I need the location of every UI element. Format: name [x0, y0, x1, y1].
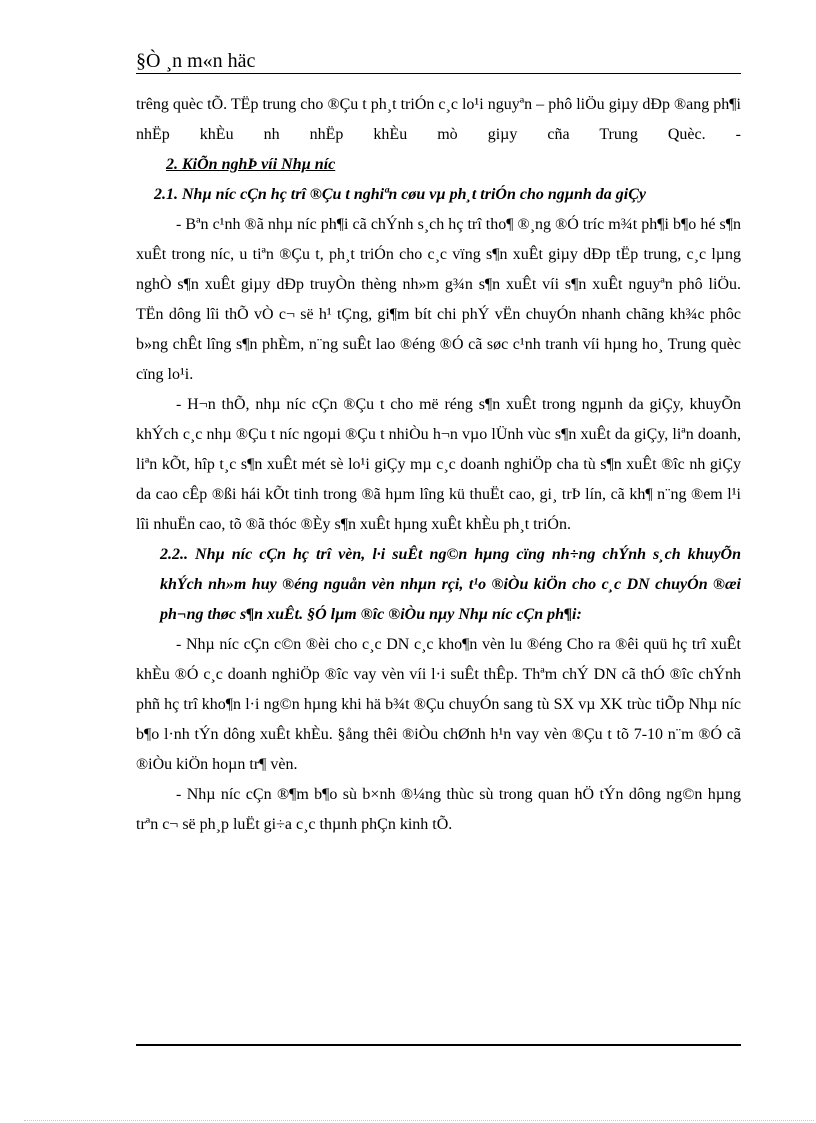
document-body — [136, 90, 741, 840]
paragraph-intro: trêng quèc tÕ. TËp trung cho ®Çu t ph¸t triÓn c¸c lo¹i nguyªn – phô liÖu giµy dÐp ®ang ph¶i nhËp khÈu nh nhËp khÈu mò giµy cña Trung Quèc. - — [136, 96, 741, 143]
paragraph-capital-balance: - Nhµ níc cÇn c©n ®èi cho c¸c DN c¸c kho¶n vèn lu ®éng Cho ra ®êi quü hç trî xuÊt khÈu ®Ó c¸c doanh nghiÖp ®îc vay vèn víi l·i suÊt thÊp. Thªm chÝ DN cã thÓ ®îc chÝnh phñ hç trî kho¶n l·i ng©n hµng khi hä b¾t ®Çu chuyÓn sang tù SX vµ XK trùc tiÕp Nhµ níc b¶o l·nh tÝn dông xuÊt khÈu. §ång thêi ®iÒu chØnh h¹n vay vèn ®Çu t tõ 7-10 n¨m ®Ó cã ®iÒu kiÖn hoµn tr¶ vèn. — [136, 636, 741, 773]
paragraph-investment-expansion: - H¬n thÕ, nhµ níc cÇn ®Çu t cho më réng s¶n xuÊt trong ngµnh da giÇy, khuyÕn khÝch c¸c nhµ ®Çu t níc ngoµi ®Çu t nhiÒu h¬n vµo lÜnh vùc s¶n xuÊt da giÇy, liªn doanh, liªn kÕt, hîp t¸c s¶n xuÊt mét sè lo¹i giÇy mµ c¸c doanh nghiÖp cha tù s¶n xuÊt ®îc nh giÇy da cao cÊp ®ßi hái kÕt tinh trong ®ã hµm lîng kü thuËt cao, gi¸ trÞ lín, cã kh¶ n¨ng ®em l¹i lîi nhuËn cao, tõ ®ã thóc ®Èy s¶n xuÊt hµng xuÊt khÈu ph¸t triÓn. — [136, 396, 741, 533]
page-header — [136, 44, 741, 74]
paragraph-support-policy: - Bªn c¹nh ®ã nhµ níc ph¶i cã chÝnh s¸ch hç trî tho¶ ®¸ng ®Ó tríc m¾t ph¶i b¶o hé s¶n xuÊt trong níc, u tiªn ®Çu t, ph¸t triÓn cho c¸c vïng s¶n xuÊt giµy dÐp tËp trung, c¸c lµng nghÒ s¶n xuÊt giµy dÐp truyÒn thèng nh»m g¾n s¶n xuÊt víi s¶n xuÊt nguyªn phô liÖu. TËn dông lîi thÕ vÒ c¬ së h¹ tÇng, gi¶m bít chi phÝ vËn chuyÓn nhanh chãng kh¾c phôc b»ng chÊt lîng s¶n phÈm, n¨ng suÊt lao ®éng ®Ó cã søc c¹nh tranh víi hµng ho¸ Trung quèc cïng lo¹i. — [136, 216, 741, 383]
page-edge-dotted-line — [24, 1120, 814, 1121]
paragraph-credit-equality: - Nhµ níc cÇn ®¶m b¶o sù b×nh ®¼ng thùc sù trong quan hÖ tÝn dông ng©n hµng trªn c¬ së ph¸p luËt gi÷a c¸c thµnh phÇn kinh tÕ. — [136, 786, 741, 833]
section-heading-2-text: 2. KiÕn nghÞ víi Nhµ níc — [166, 156, 336, 173]
section-heading-2 — [136, 150, 741, 180]
footer-rule — [136, 1044, 741, 1046]
subsection-heading-2-1: 2.1. Nhµ níc cÇn hç trî ®Çu t nghiªn cøu vµ ph¸t triÓn cho ngµnh da giÇy — [154, 186, 646, 203]
subsection-heading-2-2: 2.2.. Nhµ níc cÇn hç trî vèn, l·i suÊt ng©n hµng cïng nh÷ng chÝnh s¸ch khuyÕn khÝch nh»m huy ®éng nguån vèn nhµn rçi, t¹o ®iÒu kiÖn cho c¸c DN chuyÓn ®æi ph¬ng thøc s¶n xuÊt. §Ó lµm ®îc ®iÒu nµy Nhµ níc cÇn ph¶i: — [160, 546, 741, 623]
header-title: §Ò ¸n m«n häc — [136, 50, 256, 72]
